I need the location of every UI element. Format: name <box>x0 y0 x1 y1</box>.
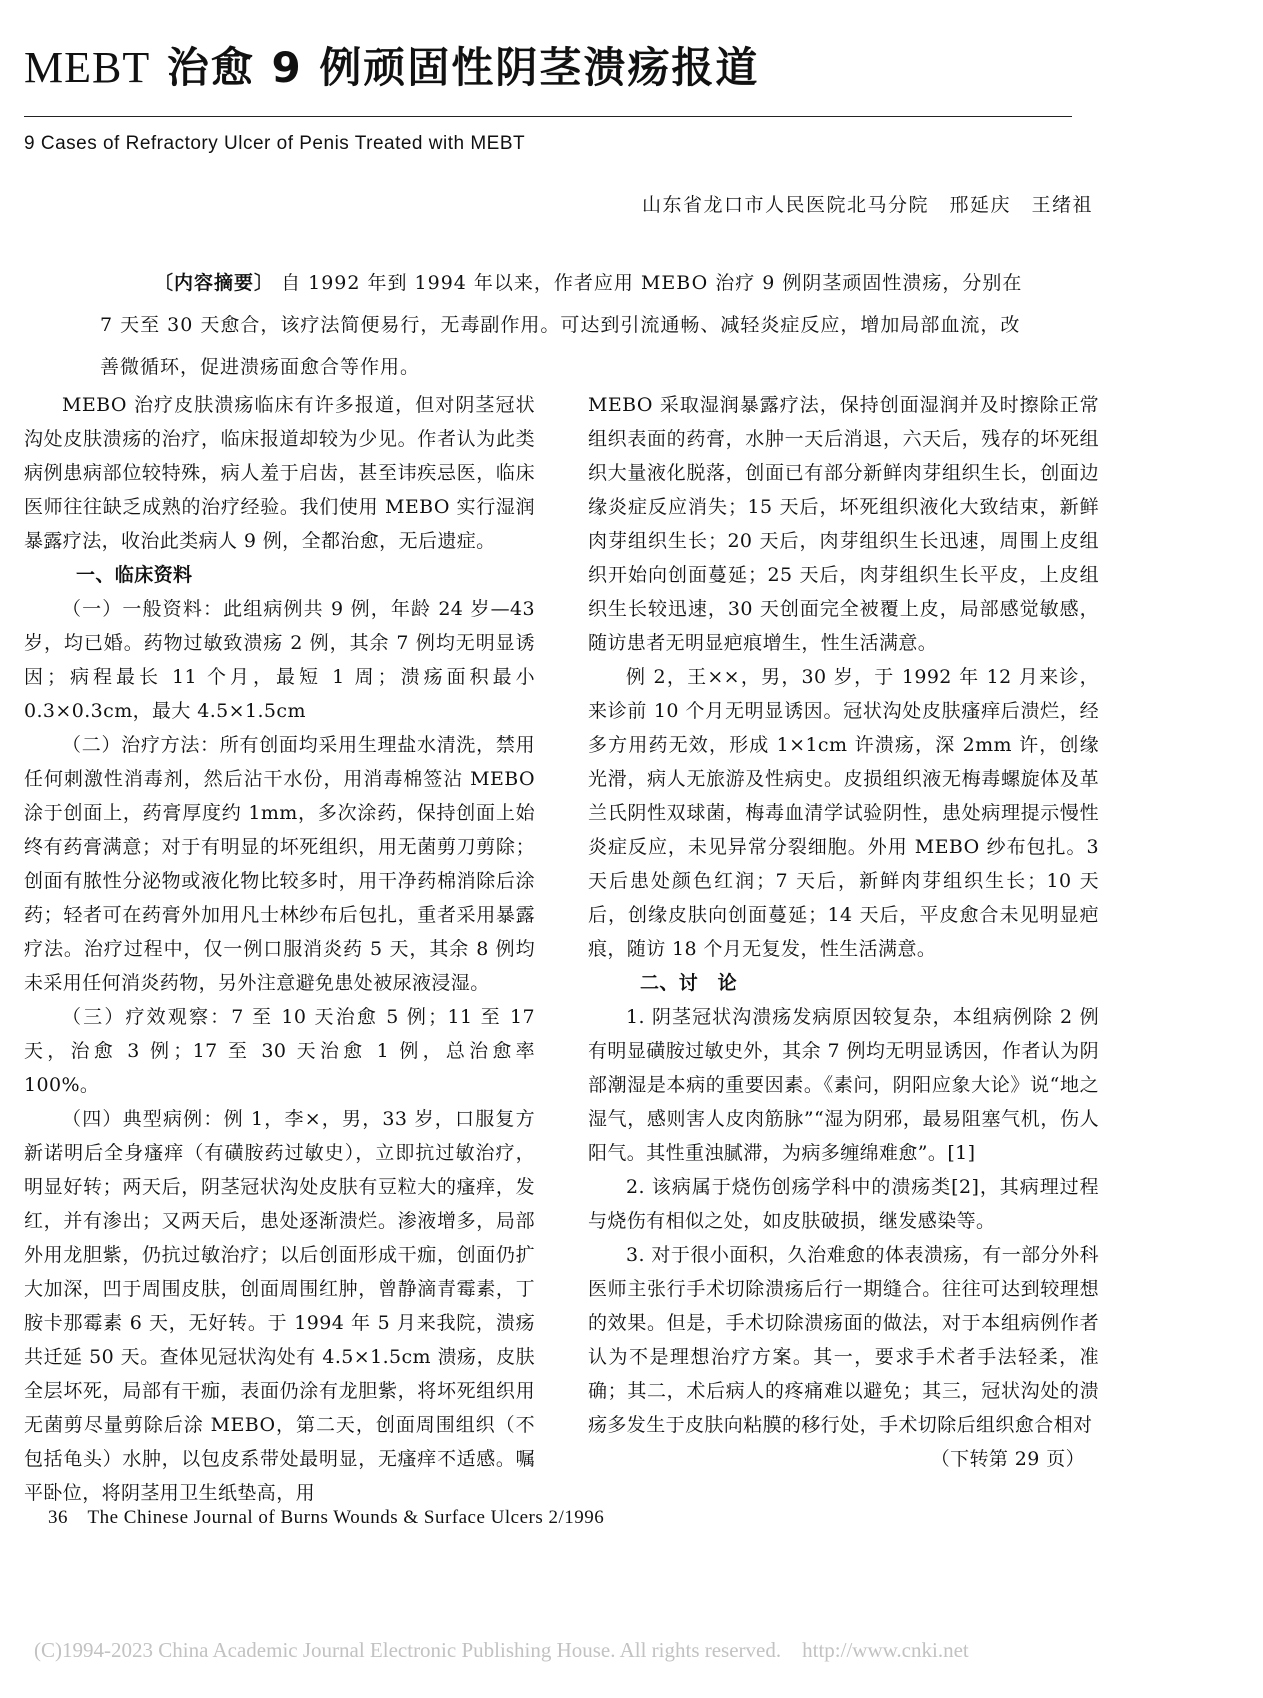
title-latin: MEBT <box>24 43 151 92</box>
paragraph-method: （二）治疗方法：所有创面均采用生理盐水清洗，禁用任何刺激性消毒剂，然后沾干水份，用消毒棉签沾 MEBO 涂于创面上，药膏厚度约 1mm，多次涂药，保持创面上始终有药膏满意；对于有明显的坏死组织，用无菌剪刀剪除；创面有脓性分泌物或液化物比较多时，用干净药棉消除后涂药；轻者可在药膏外加用凡士林纱布后包扎，重者采用暴露疗法。治疗过程中，仅一例口服消炎药 5 天，其余 8 例均未采用任何消炎药物，另外注意避免患处被尿液浸湿。 <box>24 734 535 994</box>
right-column <box>588 388 1099 1476</box>
section-heading-clinical: 一、临床资料 <box>76 564 193 586</box>
paragraph-discussion-1: 1. 阴茎冠状沟溃疡发病原因较复杂，本组病例除 2 例有明显磺胺过敏史外，其余 7 例均无明显诱因，作者认为阴部潮湿是本病的重要因素。《素问，阴阳应象大论》说“地之湿气，感则害人皮肉筋脉”“湿为阴邪，最易阻塞气机，伤人阳气。其性重浊腻滞，为病多缠绵难愈”。[1] <box>588 1006 1099 1164</box>
paragraph-case1: （四）典型病例：例 1，李×，男，33 岁，口服复方新诺明后全身瘙痒（有磺胺药过敏史），立即抗过敏治疗，明显好转；两天后，阴茎冠状沟处皮肤有豆粒大的瘙痒，发红，并有渗出；又两天后，患处逐渐溃烂。渗液增多，局部外用龙胆紫，仍抗过敏治疗；以后创面形成干痂，创面仍扩大加深，凹于周围皮肤，创面周围红肿，曾静滴青霉素，丁胺卡那霉素 6 天，无好转。于 1994 年 5 月来我院，溃疡共迁延 50 天。查体见冠状沟处有 4.5×1.5cm 溃疡，皮肤全层坏死，局部有干痂，表面仍涂有龙胆紫，将坏死组织用无菌剪尽量剪除后涂 MEBO，第二天，创面周围组织（不包括龟头）水肿，以包皮系带处最明显，无瘙痒不适感。嘱平卧位，将阴茎用卫生纸垫高，用 <box>24 1108 535 1504</box>
page-footer: 36 The Chinese Journal of Burns Wounds & Surface Ulcers 2/1996 <box>48 1507 605 1528</box>
title-rule <box>24 116 1072 117</box>
left-column <box>24 388 535 1510</box>
author-affiliation: 山东省龙口市人民医院北马分院 邢延庆 王绪祖 <box>641 194 1093 216</box>
abstract <box>100 262 1028 388</box>
section-heading-discussion: 二、讨 论 <box>640 972 738 994</box>
title-chinese: 治愈 9 例顽固性阴茎溃疡报道 <box>166 43 760 92</box>
paragraph-discussion-2: 2. 该病属于烧伤创疡学科中的溃疡类[2]，其病理过程与烧伤有相似之处，如皮肤破损，继发感染等。 <box>588 1176 1099 1232</box>
abstract-label: 〔内容摘要〕 <box>154 272 275 294</box>
paragraph-discussion-3: 3. 对于很小面积，久治难愈的体表溃疡，有一部分外科医师主张行手术切除溃疡后行一期缝合。往往可达到较理想的效果。但是，手术切除溃疡面的做法，对于本组病例作者认为不是理想治疗方案。其一，要求手术者手法轻柔，准确；其二，术后病人的疼痛难以避免；其三，冠状沟处的溃疡多发生于皮肤向粘膜的移行处，手术切除后组织愈合相对 <box>588 1244 1099 1436</box>
continued-note: （下转第 29 页） <box>930 1448 1085 1470</box>
copyright-watermark: (C)1994-2023 China Academic Journal Electronic Publishing House. All rights reserved. http://www.cnki.net <box>34 1638 969 1662</box>
paragraph-effect: （三）疗效观察：7 至 10 天治愈 5 例；11 至 17 天，治愈 3 例；17 至 30 天治愈 1 例，总治愈率 100%。 <box>24 1006 535 1096</box>
article-title <box>24 38 1224 98</box>
abstract-text: 自 1992 年到 1994 年以来，作者应用 MEBO 治疗 9 例阴茎顽固性溃疡，分别在 7 天至 30 天愈合，该疗法简便易行，无毒副作用。可达到引流通畅、减轻炎症反应，增加局部血流，改善微循环，促进溃疡面愈合等作用。 <box>100 272 1023 378</box>
english-subtitle: 9 Cases of Refractory Ulcer of Penis Treated with MEBT <box>24 133 526 154</box>
paragraph-case2: 例 2，王××，男，30 岁，于 1992 年 12 月来诊，来诊前 10 个月无明显诱因。冠状沟处皮肤瘙痒后溃烂，经多方用药无效，形成 1×1cm 许溃疡，深 2mm 许，创缘光滑，病人无旅游及性病史。皮损组织液无梅毒螺旋体及革兰氏阴性双球菌，梅毒血清学试验阴性，患处病理提示慢性炎症反应，未见异常分裂细胞。外用 MEBO 纱布包扎。3 天后患处颜色红润；7 天后，新鲜肉芽组织生长；10 天后，创缘皮肤向创面蔓延；14 天后，平皮愈合未见明显疤痕，随访 18 个月无复发，性生活满意。 <box>588 666 1099 960</box>
paragraph-case1-continued: MEBO 采取湿润暴露疗法，保持创面湿润并及时擦除正常组织表面的药膏，水肿一天后消退，六天后，残存的坏死组织大量液化脱落，创面已有部分新鲜肉芽组织生长，创面边缘炎症反应消失；15 天后，坏死组织液化大致结束，新鲜肉芽组织生长；20 天后，肉芽组织生长迅速，周围上皮组织开始向创面蔓延；25 天后，肉芽组织生长平皮，上皮组织生长较迅速，30 天创面完全被覆上皮，局部感觉敏感，随访患者无明显疤痕增生，性生活满意。 <box>588 394 1099 654</box>
intro-paragraph: MEBO 治疗皮肤溃疡临床有许多报道，但对阴茎冠状沟处皮肤溃疡的治疗，临床报道却较为少见。作者认为此类病例患病部位较特殊，病人羞于启齿，甚至讳疾忌医，临床医师往往缺乏成熟的治疗经验。我们使用 MEBO 实行湿润暴露疗法，收治此类病人 9 例，全都治愈，无后遗症。 <box>24 394 535 552</box>
paragraph-general: （一）一般资料：此组病例共 9 例，年龄 24 岁—43 岁，均已婚。药物过敏致溃疡 2 例，其余 7 例均无明显诱因；病程最长 11 个月，最短 1 周；溃疡面积最小 0.3×0.3cm，最大 4.5×1.5cm <box>24 598 535 722</box>
